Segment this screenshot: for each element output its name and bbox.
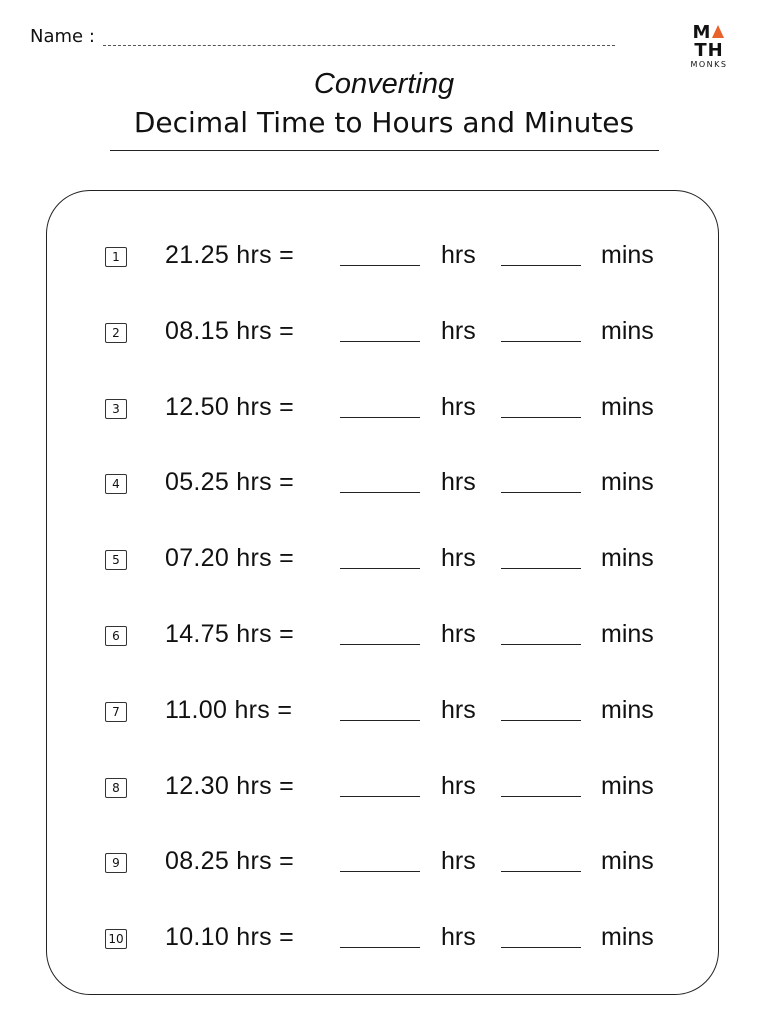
hours-unit-label: hrs	[441, 468, 476, 497]
minutes-answer-blank[interactable]	[501, 417, 581, 418]
logo-wordmark	[678, 24, 740, 60]
minutes-unit-label: mins	[601, 695, 654, 724]
problem-item	[0, 749, 768, 825]
minutes-answer-blank[interactable]	[501, 265, 581, 266]
hours-answer-blank[interactable]	[340, 720, 420, 721]
logo-subtext: MONKS	[690, 60, 728, 69]
problem-item	[0, 900, 768, 976]
hours-answer-blank[interactable]	[340, 947, 420, 948]
hours-unit-label: hrs	[441, 695, 476, 724]
hours-answer-blank[interactable]	[340, 341, 420, 342]
problem-list	[0, 218, 768, 976]
hours-answer-blank[interactable]	[340, 644, 420, 645]
minutes-unit-label: mins	[601, 771, 654, 800]
hours-answer-blank[interactable]	[340, 417, 420, 418]
hours-unit-label: hrs	[441, 316, 476, 345]
problem-item	[0, 597, 768, 673]
minutes-unit-label: mins	[601, 619, 654, 648]
decimal-time: 08.15 hrs =	[165, 316, 295, 345]
decimal-time: 12.30 hrs =	[165, 771, 295, 800]
minutes-unit-label: mins	[601, 923, 654, 952]
problem-item	[0, 294, 768, 370]
minutes-answer-blank[interactable]	[501, 947, 581, 948]
minutes-unit-label: mins	[601, 847, 654, 876]
hours-unit-label: hrs	[441, 619, 476, 648]
title-underline	[110, 150, 659, 151]
decimal-time: 12.50 hrs =	[165, 392, 295, 421]
decimal-time: 21.25 hrs =	[165, 241, 295, 269]
problem-number: 3	[105, 399, 127, 419]
minutes-answer-blank[interactable]	[501, 492, 581, 493]
problem-number: 5	[105, 550, 127, 570]
hours-answer-blank[interactable]	[340, 265, 420, 266]
problem-number: 8	[105, 778, 127, 798]
worksheet-title-line1: Converting	[313, 68, 455, 100]
worksheet-title-line2: Decimal Time to Hours and Minutes	[133, 106, 635, 139]
minutes-answer-blank[interactable]	[501, 720, 581, 721]
minutes-answer-blank[interactable]	[501, 341, 581, 342]
minutes-unit-label: mins	[601, 544, 654, 573]
hours-unit-label: hrs	[441, 544, 476, 573]
name-blank-line	[103, 45, 615, 46]
hours-unit-label: hrs	[441, 771, 476, 800]
hours-answer-blank[interactable]	[340, 492, 420, 493]
problem-item	[0, 445, 768, 521]
math-monks-logo	[678, 24, 740, 70]
problem-item	[0, 370, 768, 446]
problem-number: 7	[105, 702, 127, 722]
name-field-row	[30, 26, 615, 48]
decimal-time: 11.00 hrs =	[165, 695, 293, 724]
minutes-unit-label: mins	[601, 468, 654, 497]
name-label: Name :	[30, 26, 95, 47]
problem-item	[0, 218, 768, 294]
problem-item	[0, 521, 768, 597]
problem-number: 4	[105, 474, 127, 494]
minutes-answer-blank[interactable]	[501, 796, 581, 797]
decimal-time: 05.25 hrs =	[165, 468, 295, 497]
problem-number: 6	[105, 626, 127, 646]
logo-letters-th: TH	[694, 40, 724, 61]
decimal-time: 10.10 hrs =	[165, 923, 295, 952]
problem-number: 10	[105, 929, 127, 949]
minutes-unit-label: mins	[601, 316, 654, 345]
minutes-answer-blank[interactable]	[501, 568, 581, 569]
hours-answer-blank[interactable]	[340, 796, 420, 797]
minutes-answer-blank[interactable]	[501, 644, 581, 645]
problem-item	[0, 824, 768, 900]
decimal-time: 14.75 hrs =	[165, 619, 295, 648]
hours-answer-blank[interactable]	[340, 871, 420, 872]
hours-unit-label: hrs	[441, 241, 476, 269]
decimal-time: 07.20 hrs =	[165, 544, 295, 573]
minutes-answer-blank[interactable]	[501, 871, 581, 872]
hours-unit-label: hrs	[441, 923, 476, 952]
problem-number: 2	[105, 323, 127, 343]
problem-number: 1	[105, 247, 127, 267]
hours-unit-label: hrs	[441, 392, 476, 421]
problem-number: 9	[105, 853, 127, 873]
problem-item	[0, 673, 768, 749]
hours-answer-blank[interactable]	[340, 568, 420, 569]
logo-triangle-icon	[712, 25, 724, 38]
hours-unit-label: hrs	[441, 847, 476, 876]
logo-letter-m: M	[692, 22, 712, 43]
minutes-unit-label: mins	[601, 241, 654, 269]
minutes-unit-label: mins	[601, 392, 654, 421]
decimal-time: 08.25 hrs =	[165, 847, 295, 876]
